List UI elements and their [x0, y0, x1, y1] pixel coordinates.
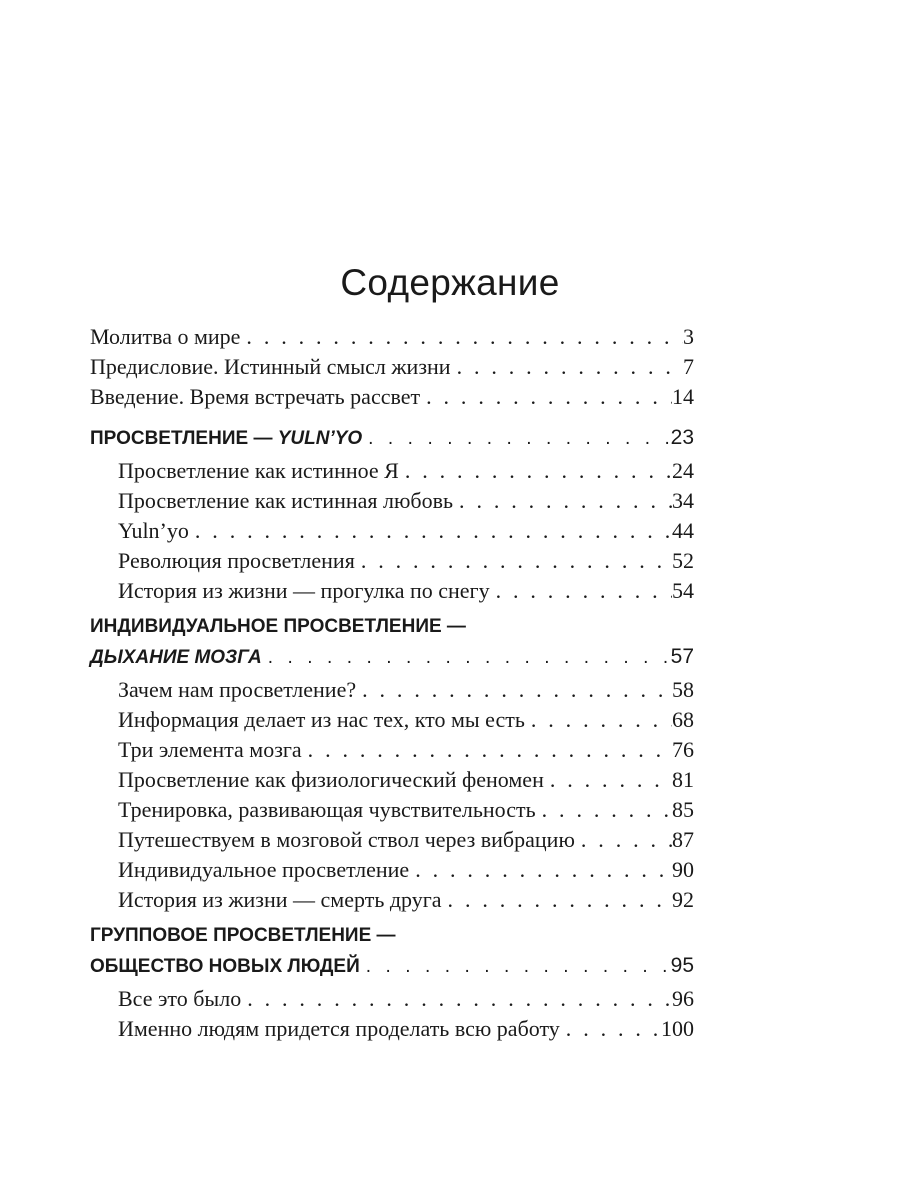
toc-entry-page: 14	[672, 384, 694, 409]
toc-entry-page: 52	[672, 548, 694, 573]
toc-entry-label: Предисловие. Истинный смысл жизни	[90, 354, 451, 379]
toc-entry-page: 81	[672, 767, 694, 792]
toc-entry-page: 76	[672, 737, 694, 762]
toc-entry-page: 54	[672, 578, 694, 603]
toc-entry-label: Введение. Время встречать рассвет	[90, 384, 421, 409]
dot-leader	[355, 546, 672, 576]
toc-entry-page: 24	[672, 458, 694, 483]
toc-entry-prayer[interactable]	[90, 322, 694, 352]
toc-entry[interactable]	[90, 885, 694, 915]
toc-entry-label: История из жизни — смерть друга	[118, 887, 442, 912]
toc-entry[interactable]	[90, 486, 694, 516]
section-heading-group[interactable]: ГРУППОВОЕ ПРОСВЕТЛЕНИЕ —	[90, 925, 396, 946]
section-heading-individual[interactable]: ИНДИВИДУАЛЬНОЕ ПРОСВЕТЛЕНИЕ —	[90, 616, 466, 637]
toc-entry[interactable]	[90, 705, 694, 735]
section-heading-new-people[interactable]	[90, 951, 694, 981]
toc-entry-page: 85	[672, 797, 694, 822]
toc-entry[interactable]	[90, 735, 694, 765]
toc-entry[interactable]	[90, 795, 694, 825]
dot-leader	[262, 643, 671, 673]
toc-entry-label: Информация делает из нас тех, кто мы есть	[118, 707, 525, 732]
toc-entry[interactable]	[90, 516, 694, 546]
toc-entry-label: Индивидуальное просветление	[118, 857, 410, 882]
toc-entry-label: Зачем нам просветление?	[118, 677, 357, 702]
dot-leader	[525, 705, 672, 735]
toc-entry-page: 34	[672, 488, 694, 513]
toc-entry-preface[interactable]	[90, 352, 694, 382]
toc-entry-page: 58	[672, 677, 694, 702]
toc-entry-label: Все это было	[118, 986, 242, 1011]
dot-leader	[362, 424, 670, 454]
toc-entry-label: Именно людям придется проделать всю работу	[118, 1016, 560, 1041]
section-page: 57	[670, 645, 694, 668]
toc-entry-label: Просветление как истинное Я	[118, 458, 399, 483]
toc-entry-page: 7	[683, 354, 694, 379]
toc-entry-label: Тренировка, развивающая чувствительность	[118, 797, 536, 822]
toc-entry[interactable]	[90, 765, 694, 795]
dot-leader	[560, 1014, 661, 1044]
table-of-contents	[90, 322, 694, 1044]
dot-leader	[451, 352, 683, 382]
dot-leader	[420, 382, 672, 412]
section-heading-text: ОБЩЕСТВО НОВЫХ ЛЮДЕЙ	[90, 956, 360, 977]
toc-entry[interactable]	[90, 675, 694, 705]
dot-leader	[544, 765, 672, 795]
toc-entry-page: 100	[661, 1016, 694, 1041]
dot-leader	[409, 855, 672, 885]
toc-entry-label: Путешествуем в мозговой ствол через вибрацию	[118, 827, 575, 852]
toc-entry[interactable]	[90, 546, 694, 576]
toc-entry-page: 96	[672, 986, 694, 1011]
toc-entry[interactable]	[90, 1014, 694, 1044]
toc-entry[interactable]	[90, 855, 694, 885]
toc-entry[interactable]	[90, 984, 694, 1014]
toc-entry[interactable]	[90, 825, 694, 855]
dot-leader	[399, 456, 672, 486]
toc-entry-label: Yuln’yo	[118, 518, 189, 543]
toc-entry-label: Молитва о мире	[90, 324, 241, 349]
dot-leader	[453, 486, 672, 516]
page-title: Содержание	[340, 262, 560, 303]
toc-entry-label: Просветление как физиологический феномен	[118, 767, 544, 792]
toc-entry-label: Просветление как истинная любовь	[118, 488, 454, 513]
toc-entry-page: 87	[672, 827, 694, 852]
toc-entry-label: Три элемента мозга	[118, 737, 302, 762]
toc-entry-page: 44	[672, 518, 694, 543]
dot-leader	[302, 735, 672, 765]
dot-leader	[240, 322, 683, 352]
dot-leader	[442, 885, 672, 915]
section-heading-text: ПРОСВЕТЛЕНИЕ —	[90, 428, 278, 449]
dot-leader	[536, 795, 672, 825]
toc-entry-page: 92	[672, 887, 694, 912]
dot-leader	[575, 825, 672, 855]
section-heading-italic: ДЫХАНИЕ МОЗГА	[90, 647, 262, 668]
dot-leader	[356, 675, 672, 705]
dot-leader	[360, 952, 671, 982]
dot-leader	[490, 576, 672, 606]
toc-entry-label: История из жизни — прогулка по снегу	[118, 578, 490, 603]
section-page: 23	[670, 426, 694, 449]
toc-entry-page: 3	[683, 324, 694, 349]
section-heading-italic: YULN’YO	[277, 428, 363, 449]
dot-leader	[241, 984, 672, 1014]
toc-entry-introduction[interactable]	[90, 382, 694, 412]
toc-entry-page: 68	[672, 707, 694, 732]
dot-leader	[189, 516, 672, 546]
toc-entry-page: 90	[672, 857, 694, 882]
toc-entry[interactable]	[90, 576, 694, 606]
section-heading-enlightenment[interactable]	[90, 423, 694, 453]
section-heading-brain-respiration[interactable]	[90, 642, 694, 672]
section-page: 95	[670, 954, 694, 977]
toc-entry[interactable]	[90, 456, 694, 486]
toc-entry-label: Революция просветления	[118, 548, 355, 573]
